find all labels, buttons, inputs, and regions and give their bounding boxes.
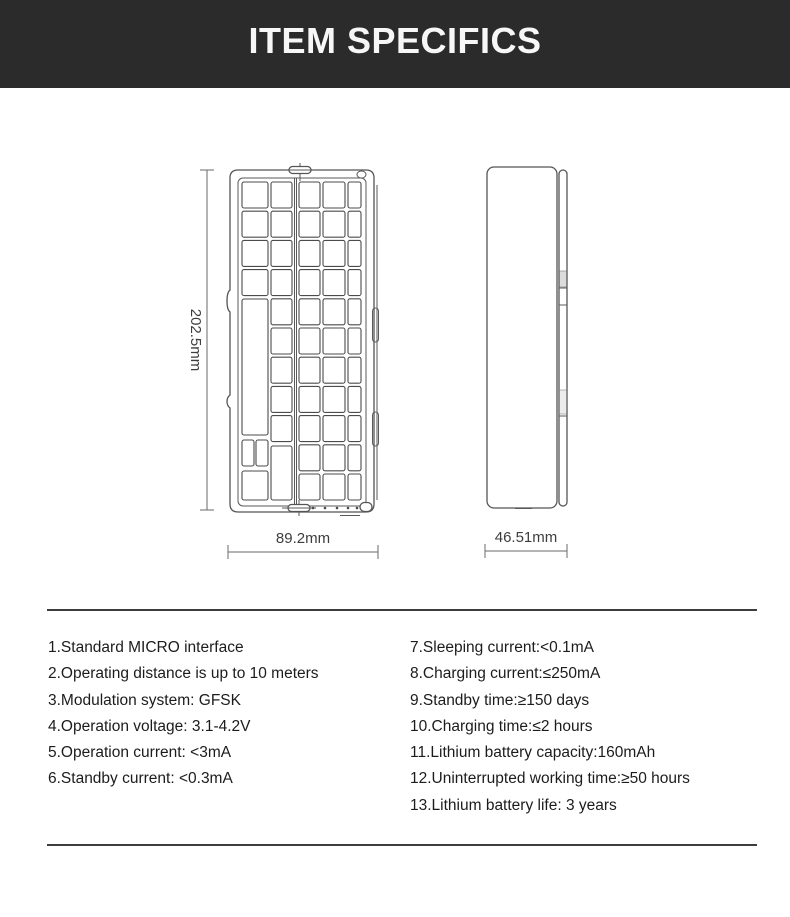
spec-item: 11.Lithium battery capacity:160mAh [410,744,656,762]
spec-item: 10.Charging time:≤2 hours [410,717,593,735]
power-button-drawing [360,503,372,512]
side-width-dimension-label: 46.51mm [494,529,558,546]
key-grid [242,182,361,500]
spec-item: 1.Standard MICRO interface [48,639,244,656]
keyboard-side-view [487,167,567,509]
keyboard-technical-drawing [150,140,620,570]
spec-item: 7.Sleeping current:<0.1mA [410,639,594,656]
spec-item: 3.Modulation system: GFSK [48,691,241,709]
spec-item: 12.Uninterrupted working time:≥50 hours [410,770,690,788]
divider-bottom [47,844,757,846]
spec-list-right [410,635,690,819]
spec-item: 5.Operation current: <3mA [48,744,232,762]
dimension-height [187,170,214,510]
dimension-front-width [228,530,378,559]
header-banner [0,0,790,88]
spec-item: 13.Lithium battery life: 3 years [410,796,617,814]
spec-item: 9.Standby time:≥150 days [410,691,590,709]
height-dimension-label: 202.5mm [187,308,205,372]
spec-item: 6.Standby current: <0.3mA [48,770,233,788]
spec-item: 8.Charging current:≤250mA [410,665,601,683]
keyboard-front-view [227,163,379,516]
page-title: ITEM SPECIFICS [248,20,542,61]
dimension-side-width [485,529,567,558]
spec-item: 4.Operation voltage: 3.1-4.2V [48,717,251,735]
spec-item: 2.Operating distance is up to 10 meters [48,665,319,683]
divider-top [47,609,757,611]
front-width-dimension-label: 89.2mm [275,530,331,547]
spec-list-left [48,635,319,793]
